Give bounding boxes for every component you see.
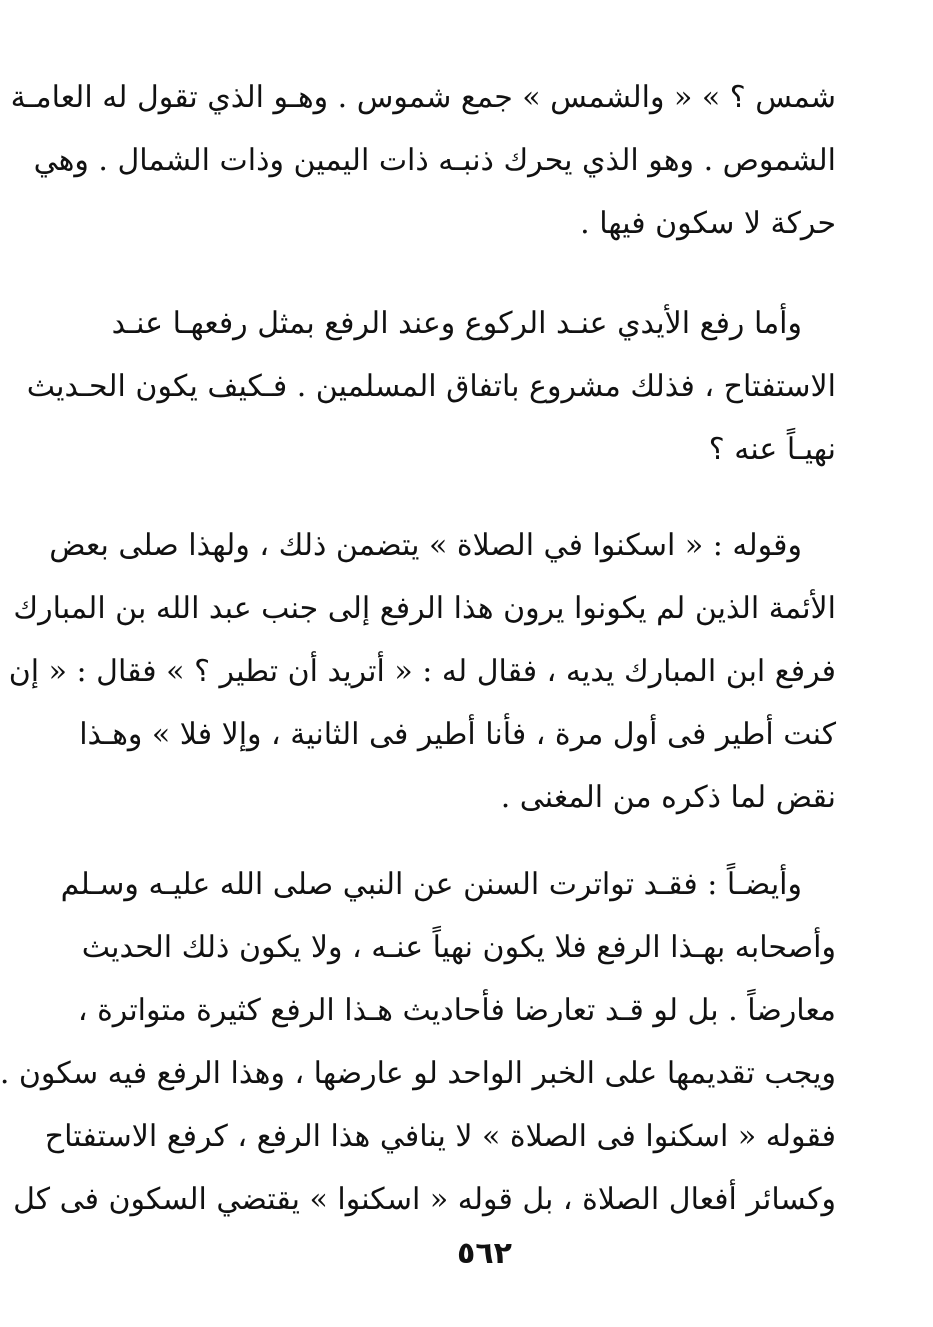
text-line: وقوله : « اسكنوا في الصلاة » يتضمن ذلك ، ولهذا صلى بعض [49,528,802,563]
paragraph-3 [8,514,836,829]
text-line: الأئمة الذين لم يكونوا يرون هذا الرفع إلى جنب عبد الله بن المبارك [13,591,836,626]
paragraph-1 [10,66,836,255]
paragraph-2 [26,292,836,481]
page-number: ٥٦٢ [457,1236,512,1271]
text-line: الاستفتاح ، فذلك مشروع باتفاق المسلمين . فـكيف يكون الحـديث [26,369,836,404]
text-line: فقوله « اسكنوا فى الصلاة » لا ينافي هذا الرفع ، كرفع الاستفتاح [44,1119,836,1154]
text-line: حركة لا سكون فيها . [580,206,836,241]
text-line: الشموص . وهو الذي يحرك ذنبـه ذات اليمين وذات الشمال . وهي [33,143,836,178]
text-line: معارضاً . بل لو قـد تعارضا فأحاديث هـذا الرفع كثيرة متواترة ، [77,993,836,1028]
text-line: كنت أطير فى أول مرة ، فأنا أطير فى الثانية ، وإلا فلا » وهـذا [79,717,836,752]
text-line: وكسائر أفعال الصلاة ، بل قوله « اسكنوا » يقتضي السكون فى كل [13,1182,836,1217]
paragraph-4 [0,853,836,1231]
text-line: فرفع ابن المبارك يديه ، فقال له : « أتريد أن تطير ؟ » فقال : « إن [8,654,836,689]
text-line: شمس ؟ » « والشمس » جمع شموس . وهـو الذي تقول له العامـة [10,80,836,115]
text-line: وأيضـاً : فقـد تواترت السنن عن النبي صلى الله عليـه وسـلم [60,867,802,902]
text-line: ويجب تقديمها على الخبر الواحد لو عارضها ، وهذا الرفع فيه سكون . [0,1056,836,1091]
text-line: وأما رفع الأيدي عنـد الركوع وعند الرفع بمثل رفعهـا عنـد [111,306,802,341]
text-line: وأصحابه بهـذا الرفع فلا يكون نهياً عنـه ، ولا يكون ذلك الحديث [81,930,836,965]
text-line: نقض لما ذكره من المغنى . [500,780,836,815]
text-line: نهيـاً عنه ؟ [708,432,836,467]
